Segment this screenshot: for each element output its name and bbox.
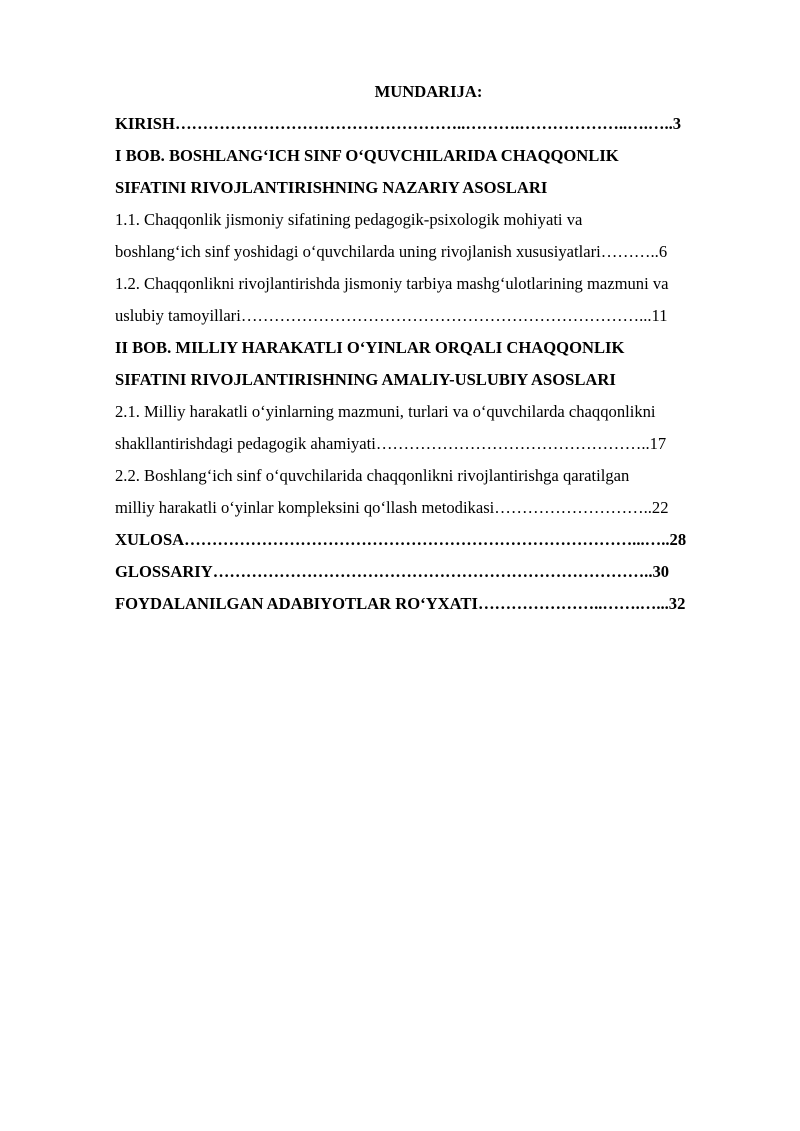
toc-line: shakllantirishdagi pedagogik ahamiyati…………………………………………..17 [115,434,667,453]
toc-entry-section-2-2 [115,460,742,524]
toc-entry-chapter-1 [115,140,742,204]
toc-entry-xulosa [115,524,742,556]
toc-line: GLOSSARIY……………………………………………………………………..30 [115,562,670,581]
toc-line: SIFATINI RIVOJLANTIRISHNING NAZARIY ASOSLARI [115,178,548,197]
toc-entry-references [115,588,742,620]
toc-entry-section-1-1 [115,204,742,268]
toc-entry-chapter-2 [115,332,742,396]
table-of-contents [115,76,742,620]
toc-line: 1.1. Chaqqonlik jismoniy sifatining pedagogik-psixologik mohiyati va [115,210,583,229]
toc-line: XULOSA………………………………………………………………………...…..28 [115,530,687,549]
toc-line: 2.1. Milliy harakatli o‘yinlarning mazmuni, turlari va o‘quvchilarda chaqqonlikni [115,402,656,421]
toc-line: uslubiy tamoyillari………………………………………………………………...11 [115,306,668,325]
toc-line: milliy harakatli o‘yinlar kompleksini qo‘llash metodikasi………………………..22 [115,498,669,517]
toc-title: MUNDARIJA: [374,82,483,101]
toc-line: KIRISH……………………………………………..……….………………..….…..3 [115,114,682,133]
toc-line: SIFATINI RIVOJLANTIRISHNING AMALIY-USLUBIY ASOSLARI [115,370,616,389]
toc-entry-section-1-2 [115,268,742,332]
toc-line: 1.2. Chaqqonlikni rivojlantirishda jismoniy tarbiya mashg‘ulotlarining mazmuni va [115,274,669,293]
toc-entry-glossariy [115,556,742,588]
toc-line: FOYDALANILGAN ADABIYOTLAR RO‘YXATI…………………..…….…...32 [115,594,686,613]
toc-entry-kirish [115,108,742,140]
toc-line: boshlang‘ich sinf yoshidagi o‘quvchilarda uning rivojlanish xususiyatlari………..6 [115,242,668,261]
toc-line: I BOB. BOSHLANG‘ICH SINF O‘QUVCHILARIDA CHAQQONLIK [115,146,619,165]
toc-entry-section-2-1 [115,396,742,460]
toc-line: II BOB. MILLIY HARAKATLI O‘YINLAR ORQALI CHAQQONLIK [115,338,625,357]
toc-line: 2.2. Boshlang‘ich sinf o‘quvchilarida chaqqonlikni rivojlantirishga qaratilgan [115,466,630,485]
